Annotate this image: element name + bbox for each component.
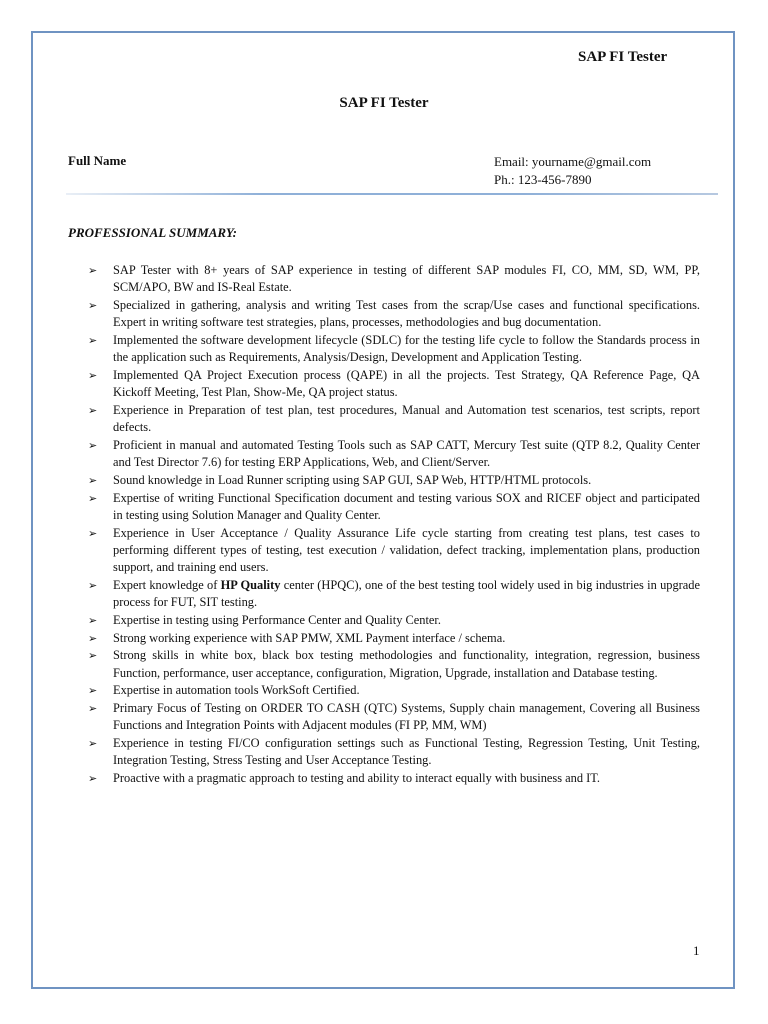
summary-item-text: SAP Tester with 8+ years of SAP experience in testing of different SAP modules FI, CO, MM, SD, WM, PP, SCM/APO, BW and IS-Real Estate.: [113, 263, 700, 295]
arrow-bullet-icon: ➢: [88, 613, 98, 627]
summary-item-text: Specialized in gathering, analysis and writing Test cases from the scrap/Use cases and functional specifications. Expert in writing software test strategies, plans, processes, methodologies and bug documentation.: [113, 297, 700, 330]
summary-item-text: center (HPQC), one of the best testing tool widely used in big industries in upgrade process for FUT, SIT testing.: [113, 577, 700, 610]
arrow-bullet-icon: ➢: [88, 264, 98, 277]
summary-item: [88, 612, 700, 629]
arrow-bullet-icon: ➢: [88, 526, 98, 540]
full-name: Full Name: [68, 153, 127, 168]
summary-item-text: Experience in testing FI/CO configuration settings such as Functional Testing, Regression Testing, Unit Testing, Integration Testing, Stress Testing and User Acceptance Testing.: [113, 735, 700, 768]
summary-item: [88, 472, 700, 489]
arrow-bullet-icon: ➢: [88, 684, 98, 698]
summary-item-text: Experience in User Acceptance / Quality Assurance Life cycle starting from creating test plans, test cases to performing different types of testing, test execution / validation, defect tracking, implementation plans, production support, and training end users.: [113, 525, 700, 575]
summary-item: [88, 700, 700, 735]
arrow-bullet-icon: ➢: [88, 491, 98, 505]
arrow-bullet-icon: ➢: [88, 368, 98, 382]
summary-item-text: Implemented QA Project Execution process (QAPE) in all the projects. Test Strategy, QA Reference Page, QA Kickoff Meeting, Test Plan, Show-Me, QA project status.: [113, 367, 700, 400]
summary-item: [88, 367, 700, 402]
contact-details: [494, 153, 651, 189]
document-title: SAP FI Tester: [339, 95, 429, 111]
summary-item: [88, 735, 700, 770]
email-line: Email: yourname@gmail.com: [494, 154, 652, 169]
arrow-bullet-icon: ➢: [88, 771, 98, 785]
summary-item: [88, 630, 700, 647]
summary-item-text: Sound knowledge in Load Runner scripting using SAP GUI, SAP Web, HTTP/HTML protocols.: [113, 472, 592, 487]
summary-item-bold-text: HP Quality: [220, 577, 281, 592]
arrow-bullet-icon: ➢: [88, 631, 98, 645]
summary-item-text: Proficient in manual and automated Testing Tools such as SAP CATT, Mercury Test suite (QTP 8.2, Quality Center and Test Director 7.6) for testing ERP Applications, Web, and Client/Server.: [113, 437, 700, 470]
phone-line: Ph.: 123-456-7890: [494, 172, 592, 187]
arrow-bullet-icon: ➢: [88, 333, 98, 347]
running-header: SAP FI Tester: [578, 49, 668, 65]
summary-item-text: Strong skills in white box, black box testing methodologies and functionality, integration, regression, business Function, performance, user acceptance, configuration, Migration, Upgrade, installation and Database testing.: [113, 648, 700, 680]
summary-item-text: Proactive with a pragmatic approach to testing and ability to interact equally with business and IT.: [113, 770, 600, 785]
summary-item: [88, 682, 700, 699]
arrow-bullet-icon: ➢: [88, 473, 98, 487]
summary-item: [88, 332, 700, 367]
arrow-bullet-icon: ➢: [88, 736, 98, 750]
summary-item: [88, 525, 700, 577]
summary-item: [88, 770, 700, 787]
arrow-bullet-icon: ➢: [88, 298, 98, 312]
summary-item-text: Expertise in automation tools WorkSoft Certified.: [113, 683, 360, 698]
summary-item: [88, 402, 700, 437]
summary-item: [88, 490, 700, 525]
summary-list: [88, 262, 700, 788]
summary-item: [88, 577, 700, 612]
summary-item-text: Strong working experience with SAP PMW, XML Payment interface / schema.: [113, 630, 506, 645]
arrow-bullet-icon: ➢: [88, 649, 98, 663]
header-divider: [66, 193, 718, 195]
summary-item-text: Expertise of writing Functional Specification document and testing various SOX and RICEF object and participated in testing using Solution Manager and Quality Center.: [113, 490, 700, 522]
section-heading-professional-summary: PROFESSIONAL SUMMARY:: [68, 225, 237, 240]
summary-item-text: Expert knowledge of: [113, 577, 221, 592]
summary-item-text: Experience in Preparation of test plan, test procedures, Manual and Automation test scenarios, test scripts, report defects.: [113, 402, 700, 435]
page-number: 1: [693, 943, 700, 958]
arrow-bullet-icon: ➢: [88, 438, 98, 452]
summary-item-text: Implemented the software development lifecycle (SDLC) for the testing life cycle to follow the Standards process in the application such as Requirements, Analysis/Design, Development and Application Testing.: [113, 332, 700, 365]
summary-item: [88, 262, 700, 297]
arrow-bullet-icon: ➢: [88, 403, 98, 417]
summary-item-text: Expertise in testing using Performance Center and Quality Center.: [113, 612, 441, 627]
summary-item: [88, 297, 700, 332]
summary-item-text: Primary Focus of Testing on ORDER TO CASH (QTC) Systems, Supply chain management, Covering all Business Functions and Integration Points with Adjacent modules (FI PP, MM, WM): [113, 700, 700, 733]
arrow-bullet-icon: ➢: [88, 578, 98, 592]
arrow-bullet-icon: ➢: [88, 701, 98, 715]
summary-item: [88, 647, 700, 682]
summary-item: [88, 437, 700, 472]
